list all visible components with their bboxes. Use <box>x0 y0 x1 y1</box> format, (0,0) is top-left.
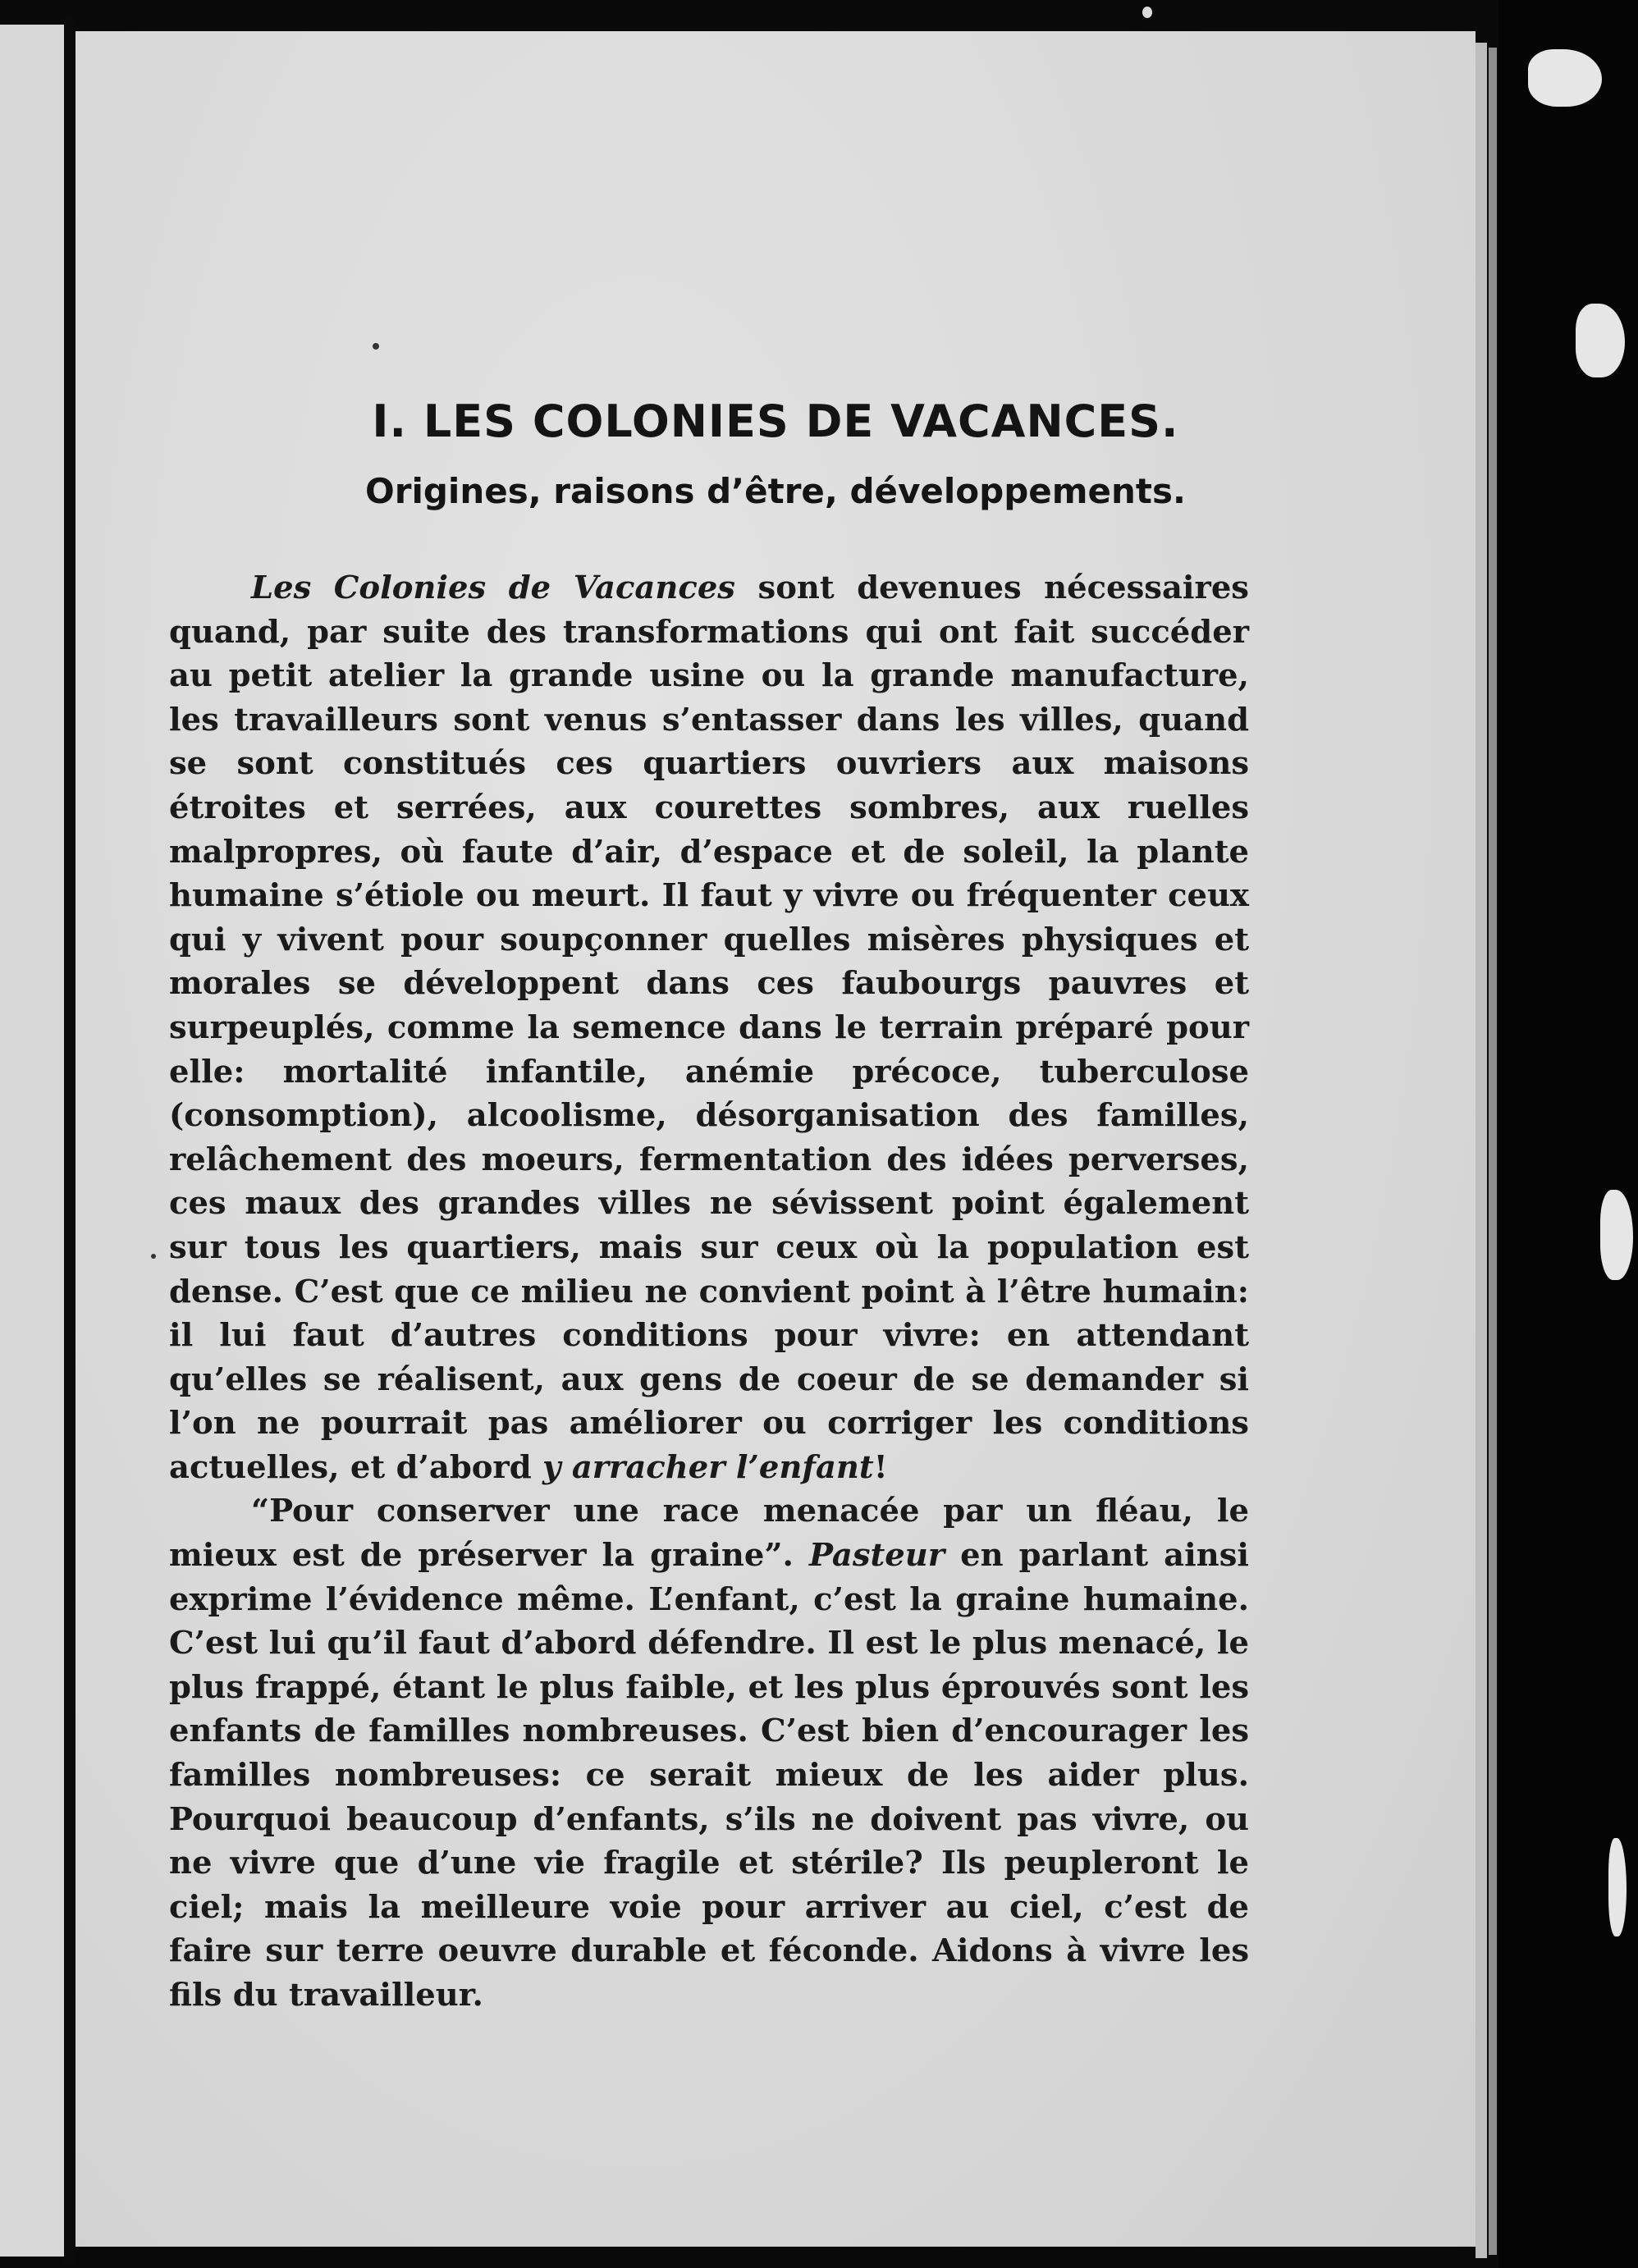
body-text <box>169 566 1249 2018</box>
dust-speck <box>151 1254 156 1259</box>
scan-artifact <box>1608 1838 1627 1936</box>
book-gutter <box>64 16 74 2265</box>
scan-artifact <box>1600 1190 1633 1280</box>
scan-artifact <box>1576 304 1625 377</box>
italic-phrase: Les Colonies de Vacances <box>251 569 735 606</box>
paragraph-text: en parlant ainsi exprime l’évidence même. L’enfant, c’est la graine humaine. C’est lui qu’il faut d’abord défendre. Il est le plus menacé, le plus frappé, étant le plus faible, et les plus éprouvés sont les enfants de familles nombreuses. C’est bien d’encourager les familles nombreuses: ce serait mieux de les aider plus. Pourquoi beaucoup d’enfants, s’ils ne doivent pas vivre, ou ne vivre que d’une vie fragile et stérile? Ils peupleront le ciel; mais la meilleure voie pour arriver au ciel, c’est de faire sur terre oeuvre durable et féconde. Aidons à vivre les fils du travailleur. <box>169 1537 1249 2014</box>
page-edge <box>1476 43 1487 2258</box>
paragraph-text: sont devenues nécessaires quand, par suite des transformations qui ont fait succéder au petit atelier la grande usine ou la grande manufacture, les travailleurs sont venus s’entasser dans les villes, quand se sont constitués ces quartiers ouvriers aux maisons étroites et serrées, aux courettes sombres, aux ruelles malpropres, où faute d’air, d’espace et de soleil, la plante humaine s’étiole ou meurt. Il faut y vivre ou fréquenter ceux qui y vivent pour soupçonner quelles misères physiques et morales se développent dans ces faubourgs pauvres et surpeuplés, comme la semence dans le terrain préparé pour elle: mortalité infantile, anémie précoce, tuberculose (consomption), alcoolisme, désorganisation des familles, relâchement des moeurs, fermentation des idées perverses, ces maux des grandes villes ne sévissent point également sur tous les quartiers, mais sur ceux où la population est dense. C’est que ce milieu ne convient point à l’être humain: il lui faut d’autres conditions pour vivre: en attendant qu’elles se réalisent, aux gens de coeur de se demander si l’on ne pourrait pas améliorer ou corriger les conditions actuelles, et d’abord <box>169 569 1249 1486</box>
scan-artifact <box>1528 49 1602 107</box>
author-name: Pasteur <box>808 1537 945 1575</box>
adjacent-page-strip <box>0 25 64 2257</box>
dust-speck <box>373 343 379 350</box>
italic-phrase: y arracher l’enfant <box>542 1448 874 1486</box>
chapter-subtitle: Origines, raisons d’être, développements. <box>365 471 1186 511</box>
page-edge-shadow <box>1489 48 1497 2255</box>
punctuation: ! <box>873 1448 888 1486</box>
paragraph <box>169 566 1249 1489</box>
quotation: “Pour conserver une race menacée par un fléau, le mieux est de préserver la graine”. <box>169 1493 1249 1575</box>
paragraph <box>169 1489 1249 2017</box>
dust-speck <box>1142 7 1152 18</box>
chapter-title: I. LES COLONIES DE VACANCES. <box>372 396 1179 447</box>
